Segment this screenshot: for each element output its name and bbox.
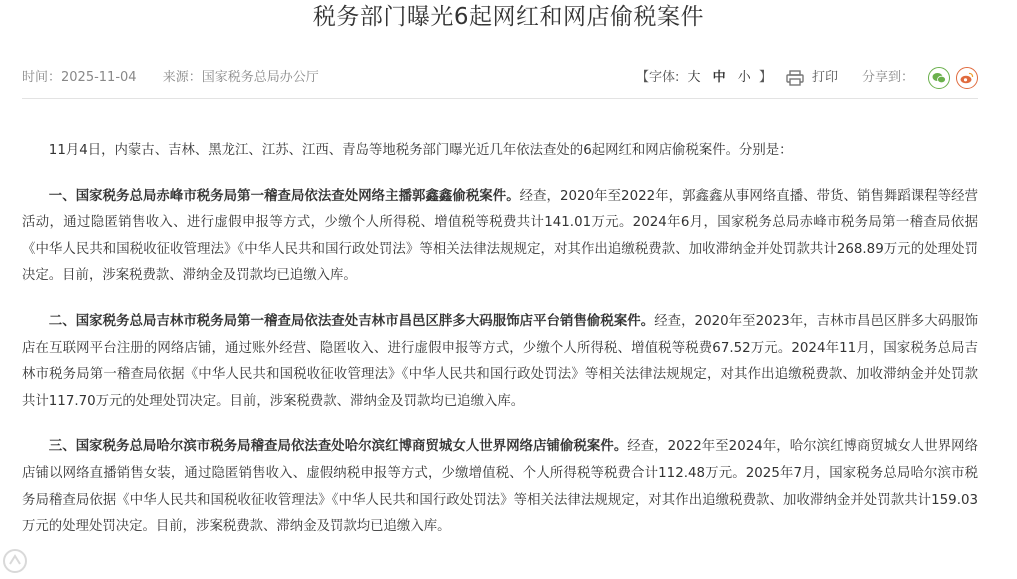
article-source bbox=[163, 70, 319, 85]
article-body bbox=[22, 138, 978, 560]
article-tools bbox=[636, 64, 978, 92]
case-heading-2: 二、国家税务总局吉林市税务局第一稽查局依法查处吉林市昌邑区胖多大码服饰店平台销售偷税案件。 bbox=[48, 313, 655, 329]
font-size-large-button[interactable]: 大 bbox=[687, 70, 701, 85]
print-label: 打印 bbox=[811, 70, 838, 85]
case-paragraph-3 bbox=[22, 434, 978, 540]
font-size-open-bracket: 【字体: bbox=[635, 70, 680, 85]
case-text-1: 经查，2020年至2022年，郭鑫鑫从事网络直播、带货、销售舞蹈课程等经营活动，通过隐匿销售收入、进行虚假申报等方式，少缴个人所得税、增值税等税费共计141.01万元。2024年6月，国家税务总局赤峰市税务局第一稽查局依据《中华人民共和国税收征收管理法》《中华人民共和国行政处罚法》等相关法律法规规定，对其作出追缴税费款、加收滞纳金并处罚款共计268.89万元的处理处罚决定。目前，涉案税费款、滞纳金及罚款均已追缴入库。 bbox=[22, 188, 979, 284]
font-size-medium-button[interactable]: 中 bbox=[712, 70, 726, 85]
case-paragraph-1 bbox=[22, 184, 978, 290]
case-text-3: 经查，2022年至2024年，哈尔滨红博商贸城女人世界网络店铺以网络直播销售女装，通过隐匿销售收入、虚假纳税申报等方式，少缴增值税、个人所得税等税费合计112.48万元。2025年7月，国家税务总局哈尔滨市税务局稽查局依据《中华人民共和国税收征收管理法》《中华人民共和国行政处罚法》等相关法律法规规定，对其作出追缴税费款、加收滞纳金并处罚款共计159.03万元的处理处罚决定。目前，涉案税费款、滞纳金及罚款均已追缴入库。 bbox=[22, 439, 979, 535]
publish-time-value: 2025-11-04 bbox=[61, 70, 137, 85]
font-size-small-button[interactable]: 小 bbox=[737, 70, 751, 85]
wechat-icon bbox=[932, 72, 946, 84]
share-weibo-button[interactable] bbox=[956, 67, 978, 89]
font-size-selector bbox=[636, 64, 772, 92]
meta-divider bbox=[22, 98, 978, 99]
publish-time bbox=[22, 70, 137, 85]
case-heading-1: 一、国家税务总局赤峰市税务局第一稽查局依法查处网络主播郭鑫鑫偷税案件。 bbox=[48, 188, 520, 204]
share-label: 分享到： bbox=[861, 70, 914, 85]
share-wechat-button[interactable] bbox=[928, 67, 950, 89]
printer-icon bbox=[786, 70, 804, 86]
article-meta-bar bbox=[22, 64, 978, 92]
case-paragraph-2 bbox=[22, 309, 978, 415]
publish-time-label: 时间： bbox=[22, 70, 62, 85]
print-button[interactable] bbox=[786, 64, 838, 92]
watermark-logo bbox=[2, 548, 34, 574]
watermark-logo-icon bbox=[2, 548, 28, 574]
article-title: 税务部门曝光6起网红和网店偷税案件 bbox=[312, 4, 705, 30]
font-size-close-bracket: 】 bbox=[758, 70, 772, 85]
article-source-label: 来源： bbox=[162, 70, 202, 85]
case-text-2: 经查，2020年至2023年，吉林市昌邑区胖多大码服饰店在互联网平台注册的网络店铺，通过账外经营、隐匿收入、进行虚假申报等方式，少缴个人所得税、增值税等税费67.52万元。2024年11月，国家税务总局吉林市税务局第一稽查局依据《中华人民共和国税收征收管理法》《中华人民共和国行政处罚法》等相关法律法规规定，对其作出追缴税费款、加收滞纳金并处罚款共计117.70万元的处理处罚决定。目前，涉案税费款、滞纳金及罚款均已追缴入库。 bbox=[22, 313, 979, 409]
article-source-value: 国家税务总局办公厅 bbox=[201, 70, 319, 85]
weibo-icon bbox=[960, 72, 974, 84]
intro-paragraph: 11月4日，内蒙古、吉林、黑龙江、江苏、江西、青岛等地税务部门曝光近几年依法查处的6起网红和网店偷税案件。分别是： bbox=[48, 143, 793, 158]
case-heading-3: 三、国家税务总局哈尔滨市税务局稽查局依法查处哈尔滨红博商贸城女人世界网络店铺偷税案件。 bbox=[48, 439, 628, 455]
